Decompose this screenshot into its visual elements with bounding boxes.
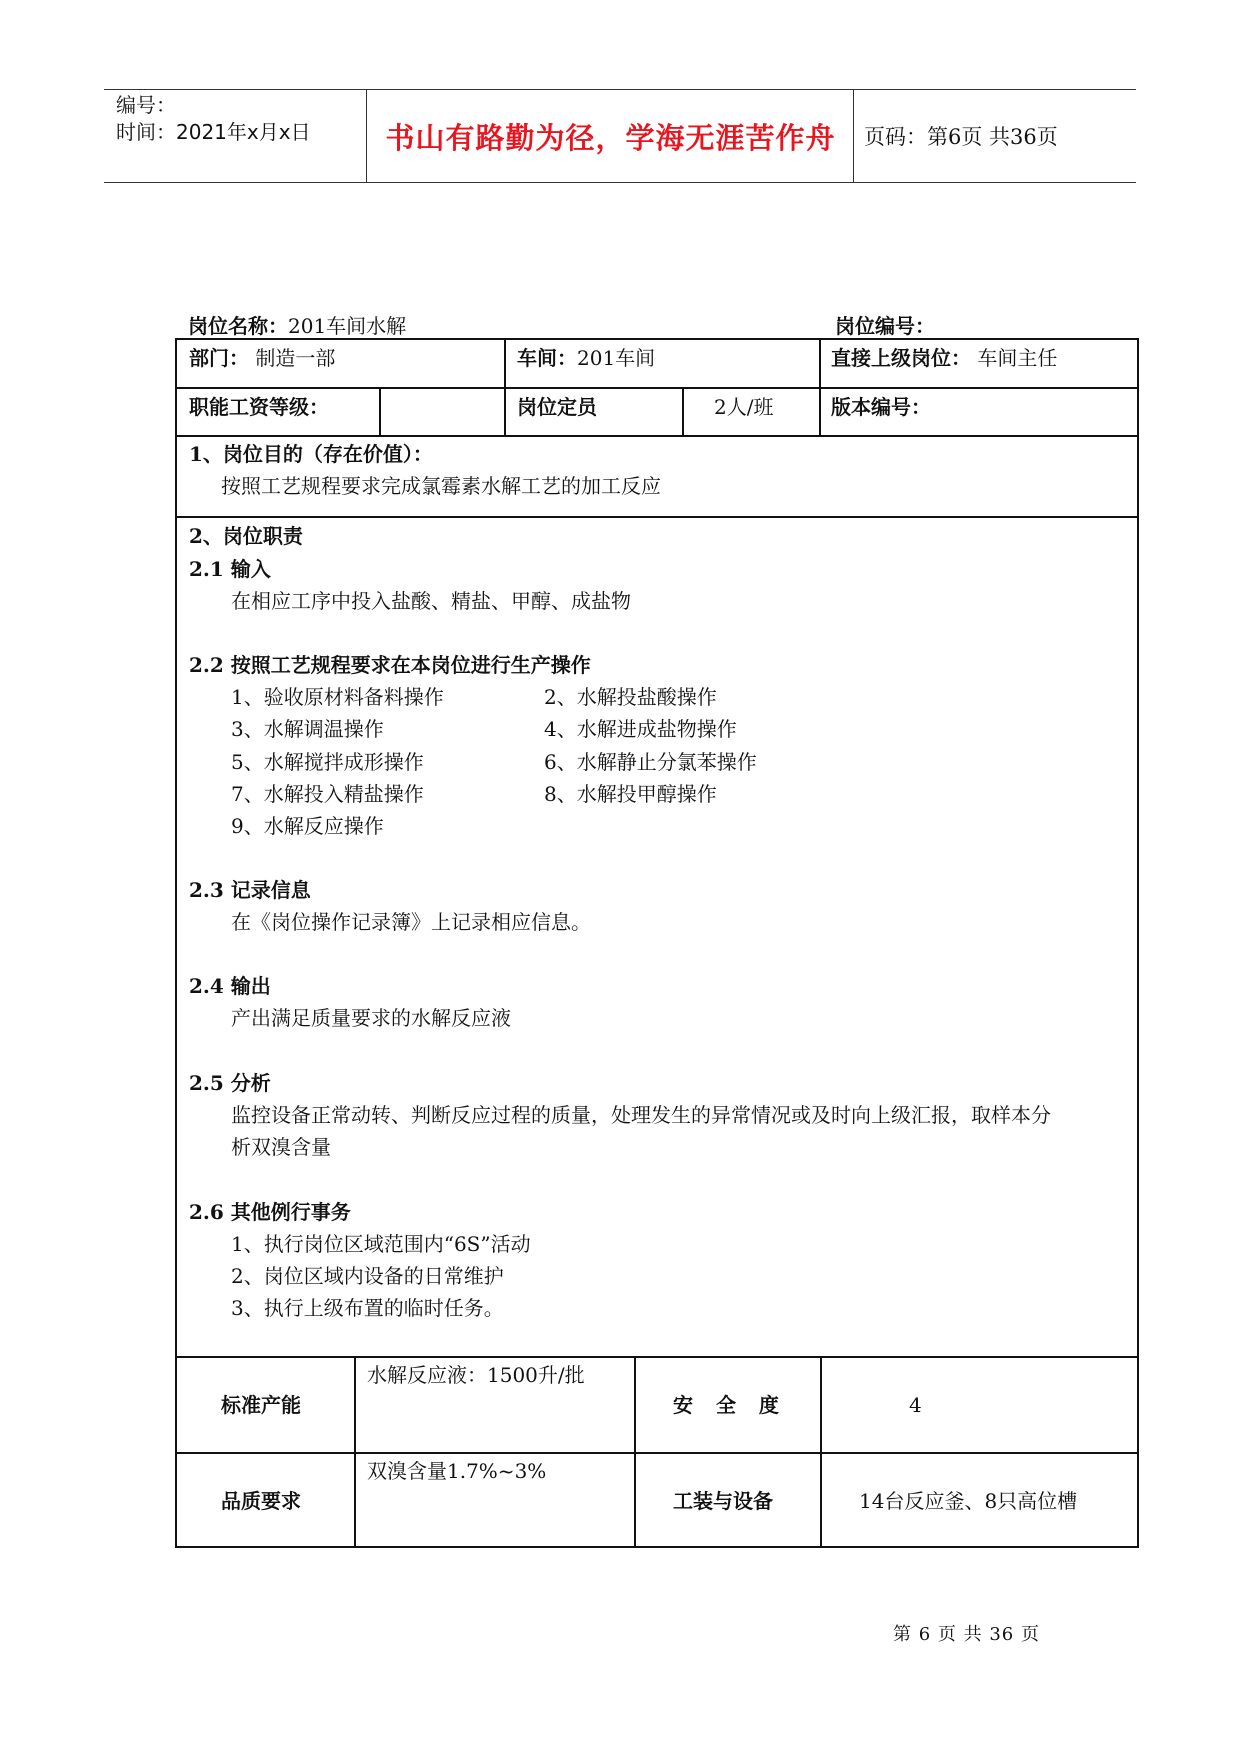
routine-item: 2、岗位区域内设备的日常维护 — [231, 1264, 504, 1288]
op-item: 9、水解反应操作 — [231, 814, 384, 838]
page-footer: 第 6 页 共 36 页 — [893, 1624, 1040, 1645]
superior-value: 车间主任 — [977, 346, 1058, 370]
code-label: 编号： — [116, 93, 176, 117]
routine-item: 1、执行岗位区域范围内“6S”活动 — [231, 1232, 531, 1256]
col-divider — [504, 340, 506, 436]
post-name-label: 岗位名称： — [188, 314, 288, 338]
superior-label: 直接上级岗位： — [831, 346, 971, 370]
row-divider — [177, 1356, 1139, 1358]
row-divider — [177, 1452, 1139, 1454]
safety-label: 安 全 度 — [673, 1393, 787, 1417]
op-item: 1、验收原材料备料操作 — [231, 685, 444, 709]
row-divider — [177, 435, 1139, 437]
page-header — [104, 89, 1136, 183]
superior-cell — [831, 345, 1057, 371]
page-info-text: 页码：第6页 共36页 — [864, 125, 1058, 149]
section-2-5-text: 析双溴含量 — [231, 1135, 331, 1159]
col-divider — [634, 1356, 636, 1548]
dept-label: 部门： — [189, 346, 249, 370]
staffing-label: 岗位定员 — [517, 395, 597, 419]
op-item: 6、水解静止分氯苯操作 — [544, 750, 757, 774]
section-2-1-text: 在相应工序中投入盐酸、精盐、甲醇、成盐物 — [231, 589, 631, 613]
section-2-4-text: 产出满足质量要求的水解反应液 — [231, 1006, 511, 1030]
op-item: 7、水解投入精盐操作 — [231, 782, 424, 806]
row-divider — [177, 387, 1139, 389]
op-item: 5、水解搅拌成形操作 — [231, 750, 424, 774]
equipment-value: 14台反应釜、8只高位槽 — [859, 1489, 1078, 1513]
equipment-label: 工装与设备 — [673, 1489, 773, 1513]
col-divider — [682, 387, 684, 436]
job-description-table — [175, 338, 1139, 1548]
version-label: 版本编号： — [831, 395, 931, 419]
motto-text: 书山有路勤为径，学海无涯苦作舟 — [385, 120, 836, 155]
section-2-5-title: 2.5 分析 — [189, 1071, 271, 1095]
salary-label: 职能工资等级： — [189, 395, 329, 419]
purpose-title: 1、岗位目的（存在价值）： — [189, 442, 433, 466]
capacity-value: 水解反应液：1500升/批 — [367, 1363, 585, 1387]
section-2-2-title: 2.2 按照工艺规程要求在本岗位进行生产操作 — [189, 653, 591, 677]
post-name-line — [188, 310, 406, 339]
header-left-cell — [104, 90, 367, 182]
row-divider — [177, 516, 1139, 518]
section-2-5-text: 监控设备正常动转、判断反应过程的质量，处理发生的异常情况或及时向上级汇报，取样本分 — [231, 1103, 1051, 1127]
header-page-info — [864, 90, 1134, 182]
header-motto-cell — [368, 90, 854, 182]
dept-cell — [189, 345, 335, 371]
quality-value: 双溴含量1.7%~3% — [367, 1459, 547, 1483]
op-item: 8、水解投甲醇操作 — [544, 782, 717, 806]
quality-label: 品质要求 — [221, 1489, 301, 1513]
duties-title: 2、岗位职责 — [189, 524, 303, 548]
col-divider — [354, 1356, 356, 1548]
post-number-label: 岗位编号： — [835, 314, 935, 338]
staffing-value: 2人/班 — [714, 395, 774, 419]
section-2-3-title: 2.3 记录信息 — [189, 878, 311, 902]
workshop-value: 201车间 — [577, 346, 656, 370]
post-name-value: 201车间水解 — [288, 314, 407, 338]
col-divider — [820, 1356, 822, 1548]
capacity-label: 标准产能 — [221, 1393, 301, 1417]
op-item: 3、水解调温操作 — [231, 717, 384, 741]
safety-value: 4 — [909, 1393, 922, 1417]
time-label: 时间：2021年x月x日 — [116, 120, 311, 144]
section-2-1-title: 2.1 输入 — [189, 557, 271, 581]
op-item: 2、水解投盐酸操作 — [544, 685, 717, 709]
section-2-4-title: 2.4 输出 — [189, 974, 271, 998]
op-item: 4、水解进成盐物操作 — [544, 717, 737, 741]
section-2-6-title: 2.6 其他例行事务 — [189, 1200, 351, 1224]
workshop-label: 车间： — [517, 346, 577, 370]
col-divider — [819, 340, 821, 436]
dept-value: 制造一部 — [255, 346, 336, 370]
routine-item: 3、执行上级布置的临时任务。 — [231, 1296, 504, 1320]
col-divider — [379, 387, 381, 436]
section-2-3-text: 在《岗位操作记录簿》上记录相应信息。 — [231, 910, 591, 934]
purpose-text: 按照工艺规程要求完成氯霉素水解工艺的加工反应 — [221, 474, 661, 498]
workshop-cell — [517, 345, 655, 371]
